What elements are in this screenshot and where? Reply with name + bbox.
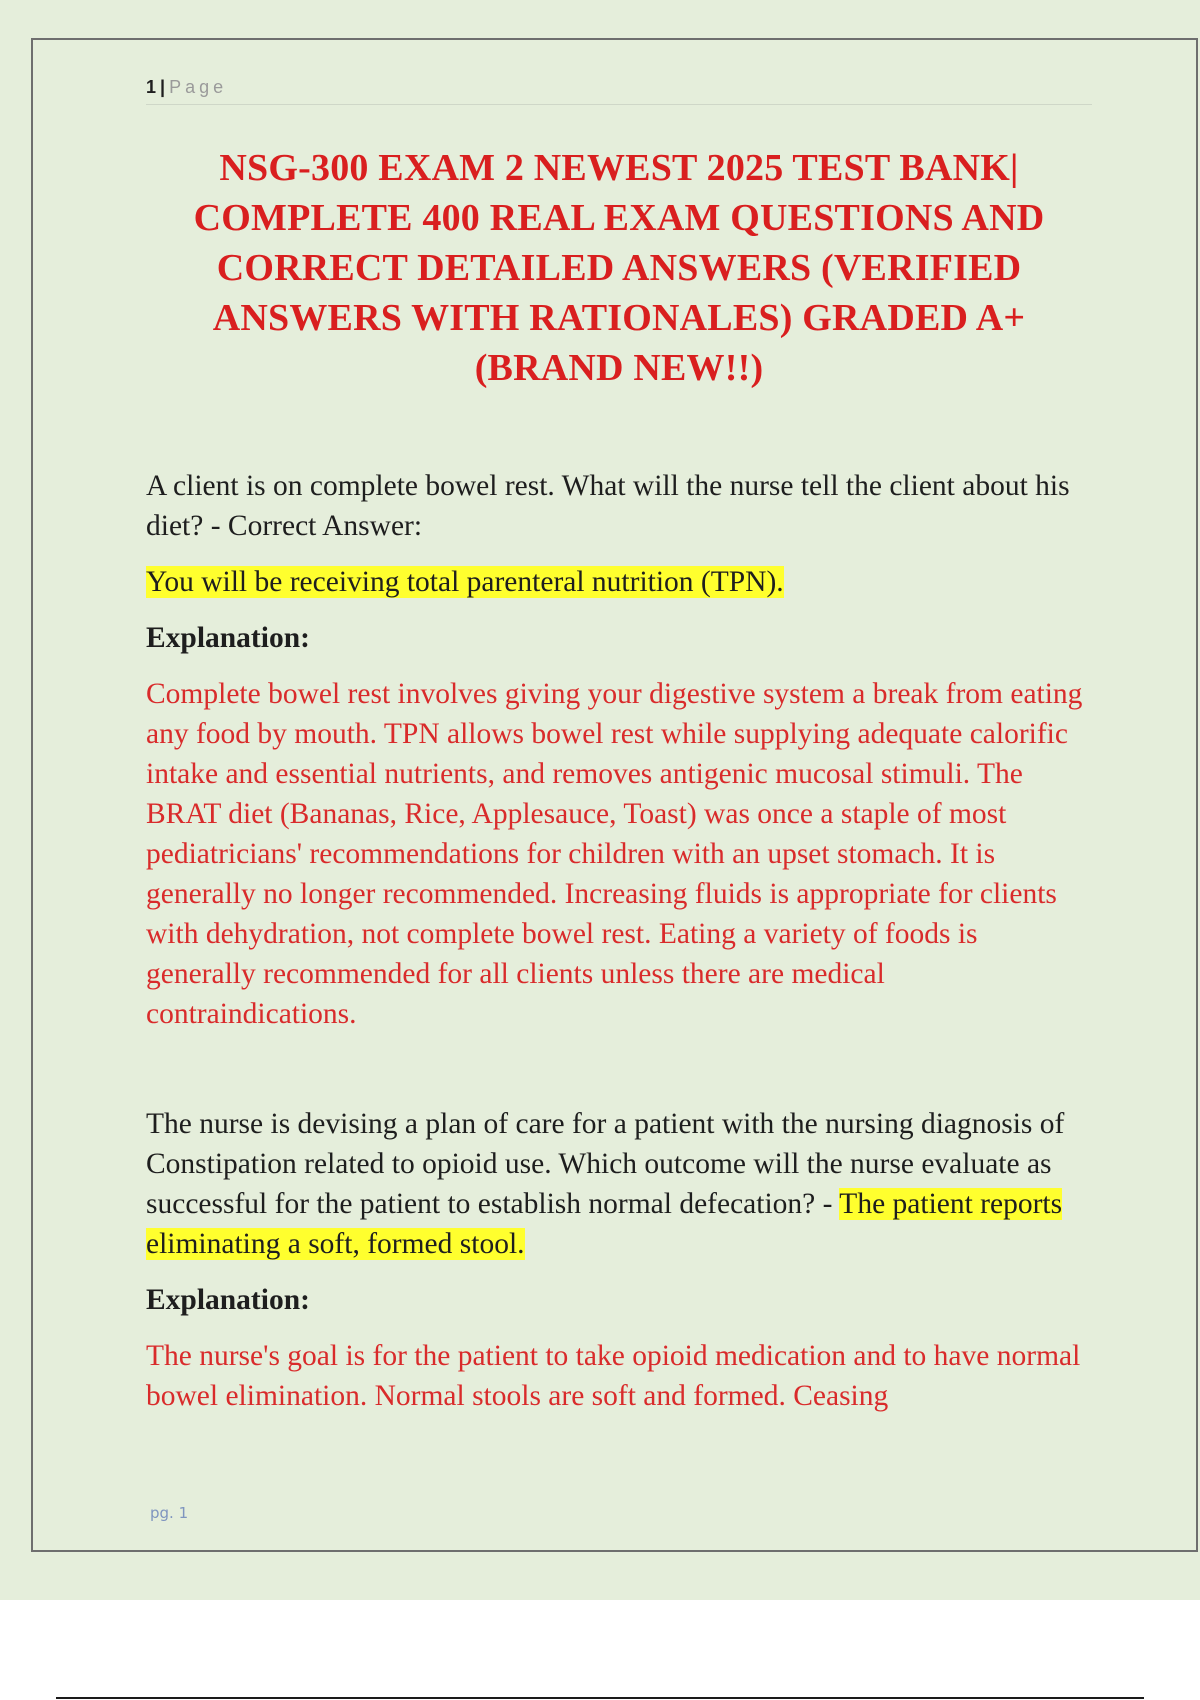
question-2-answer: The patient reports eliminating a soft, formed stool. [146, 1188, 1063, 1260]
answer-highlight: You will be receiving total parenteral nutrition (TPN). [146, 566, 784, 598]
header-page-word: Page [169, 77, 228, 97]
question-2-prompt: The nurse is devising a plan of care for a patient with the nursing diagnosis of Constipation related to opioid use. Which outcome will the nurse evaluate as successful for the patient to establish normal defecation? - [146, 1108, 1065, 1220]
page-header [146, 76, 1092, 105]
question-1-explanation: Complete bowel rest involves giving your digestive system a break from eating any food by mouth. TPN allows bowel rest while supplying adequate calorific intake and essential nutrients, and removes antigenic mucosal stimuli. The BRAT diet (Bananas, Rice, Applesauce, Toast) was once a staple of most pediatricians' recommendations for children with an upset stomach. It is generally no longer recommended. Increasing fluids is appropriate for clients with dehydration, not complete bowel rest. Eating a variety of foods is generally recommended for all clients unless there are medical contraindications. [146, 678, 1083, 1030]
question-1-explanation-label: Explanation: [146, 622, 310, 654]
document-title: NSG-300 EXAM 2 NEWEST 2025 TEST BANK| COMPLETE 400 REAL EXAM QUESTIONS AND CORRECT DETAILED ANSWERS (VERIFIED ANSWERS WITH RATIONALES) GRADED A+ (BRAND NEW!!) [193, 147, 1045, 389]
question-2-text [146, 1104, 1092, 1264]
footer-page-number: pg. 1 [150, 1504, 189, 1522]
header-separator: | [160, 77, 166, 97]
bottom-divider [56, 1697, 1144, 1699]
question-1-answer [146, 562, 1092, 602]
question-2-explanation: The nurse's goal is for the patient to take opioid medication and to have normal bowel elimination. Normal stools are soft and formed. Ceasing [146, 1340, 1081, 1412]
document-body [146, 466, 1092, 1416]
question-2-explanation-label: Explanation: [146, 1284, 310, 1316]
question-1-text: A client is on complete bowel rest. What will the nurse tell the client about his diet? - Correct Answer: [146, 470, 1070, 542]
header-page-number: 1 [146, 77, 157, 97]
